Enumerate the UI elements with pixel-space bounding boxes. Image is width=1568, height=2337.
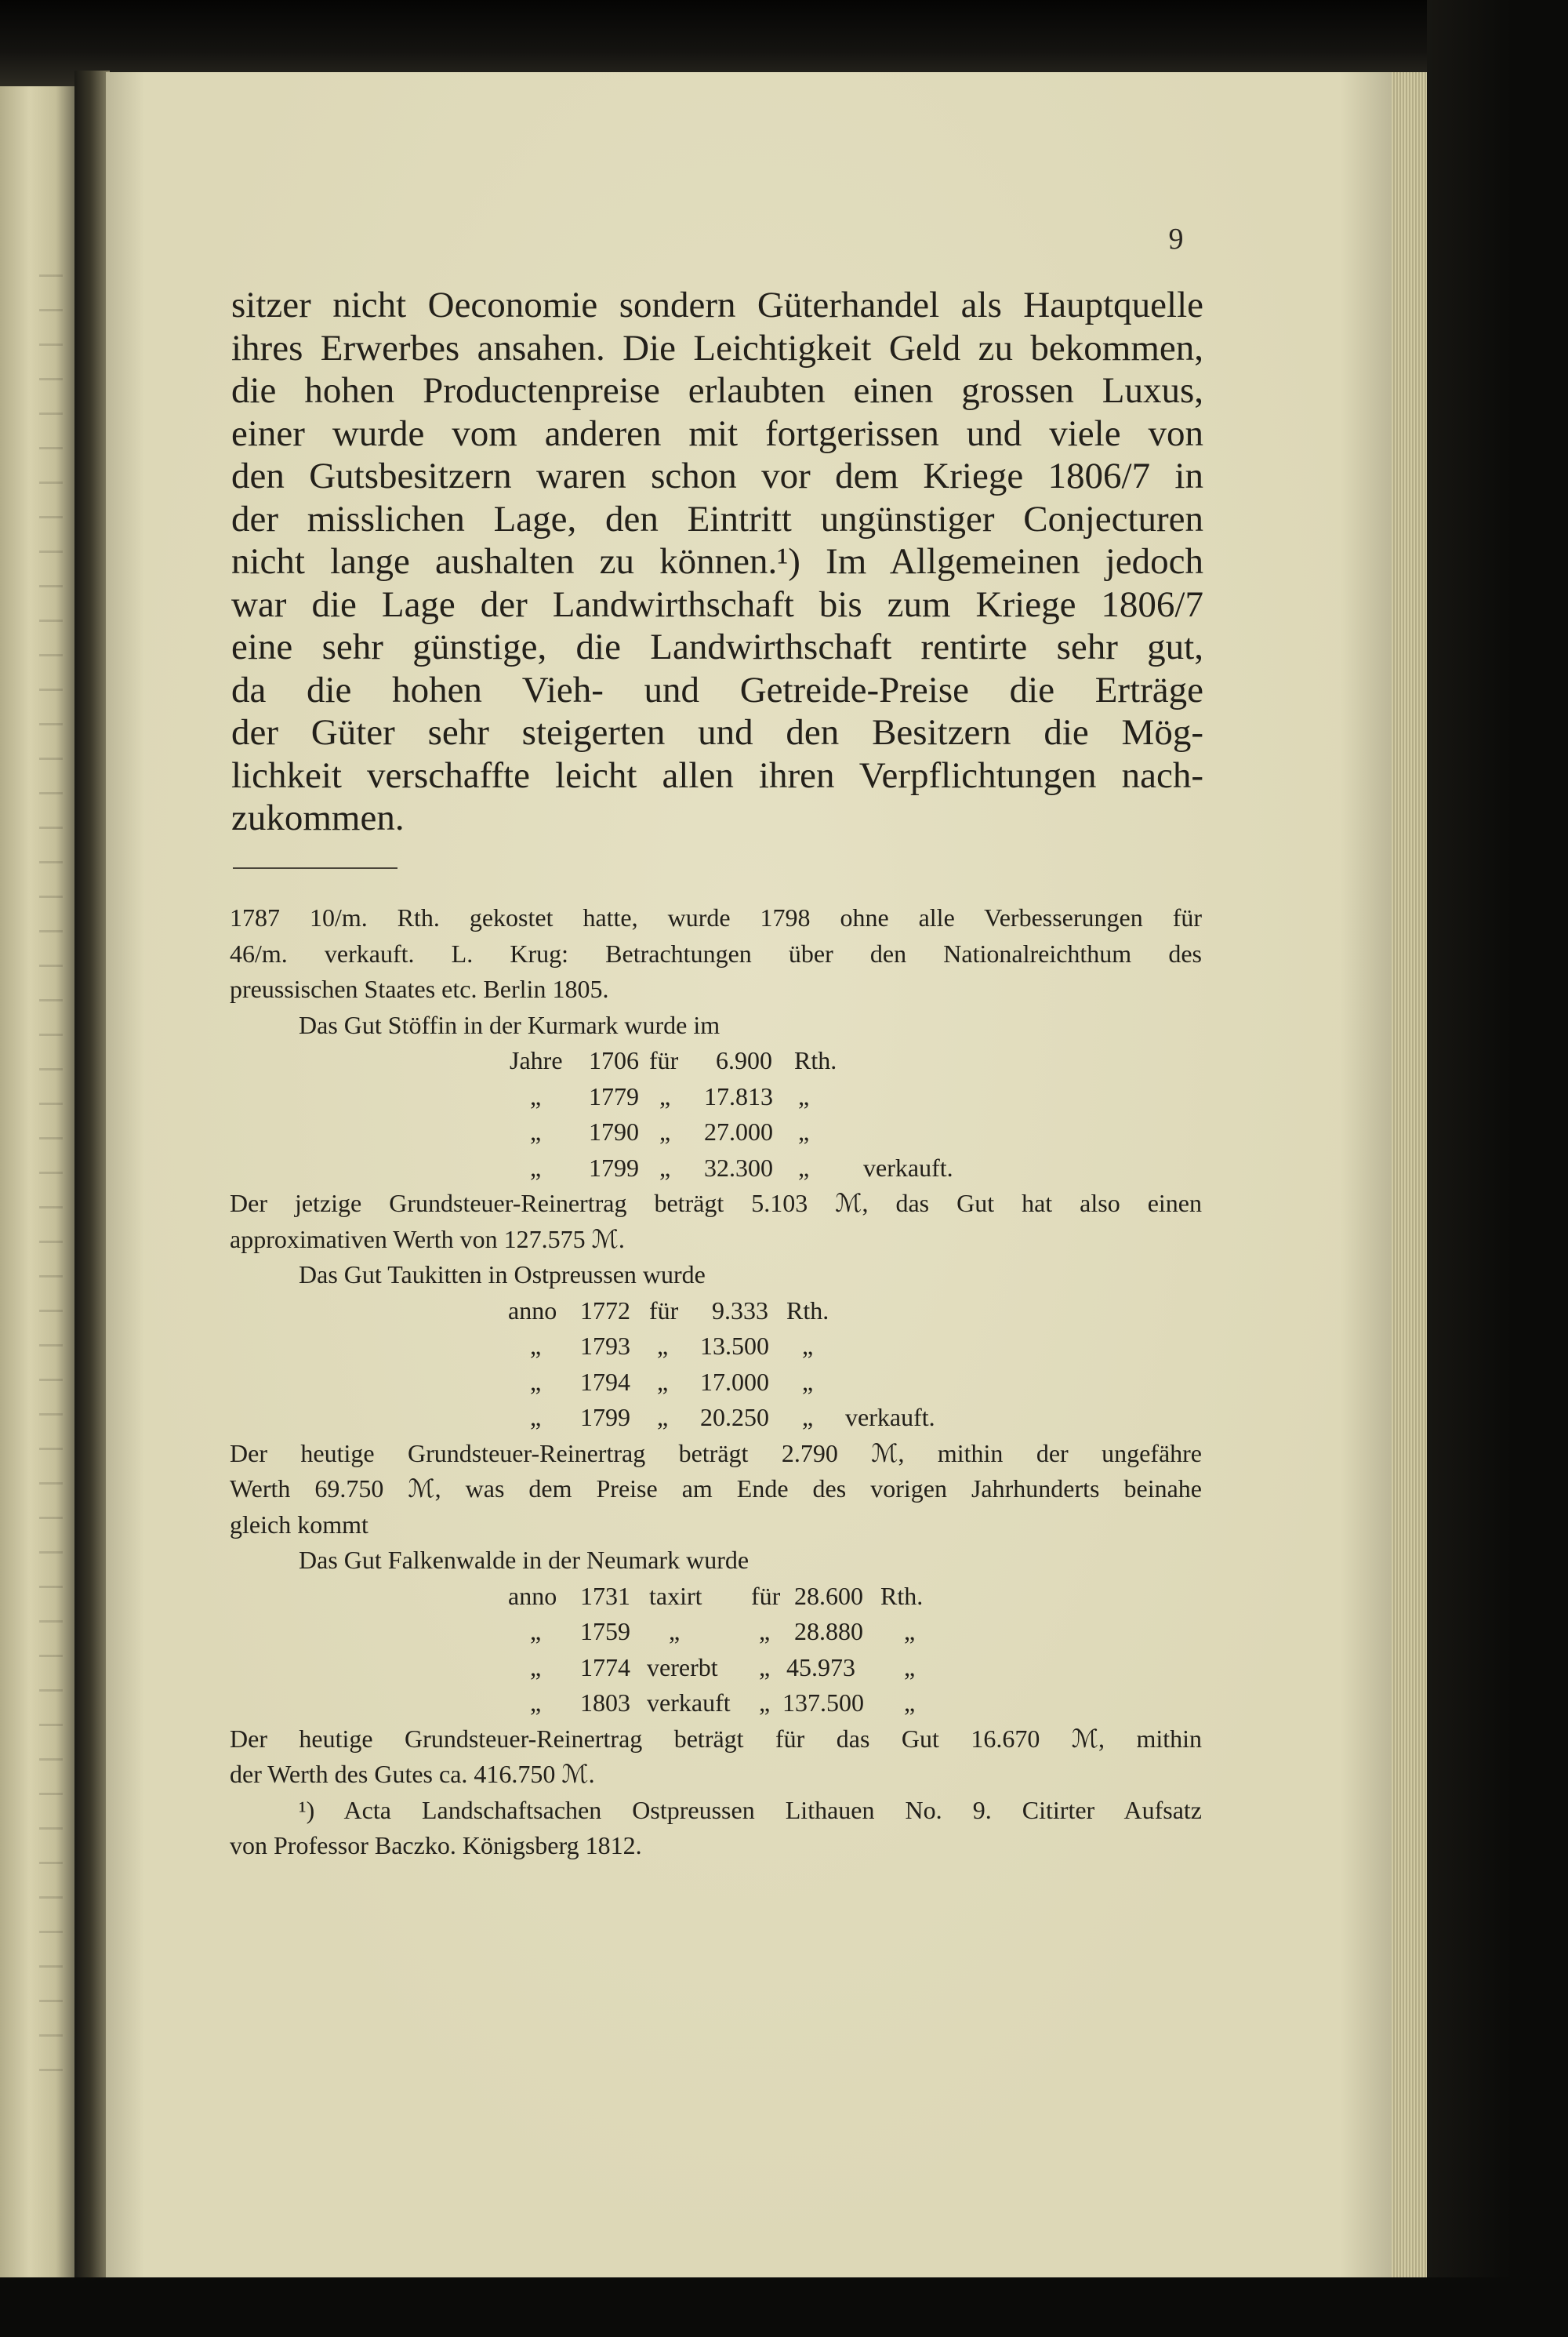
- price-table-row: [230, 1293, 1202, 1329]
- estate-summary-line: Der heutige Grundsteuer-Reinertrag beträgt 2.790 ℳ, mithin der ungefähre: [230, 1438, 1202, 1467]
- row-price: 28.600: [794, 1581, 863, 1610]
- footnote-mark: ¹): [299, 1795, 315, 1824]
- row-prefix: „: [530, 1688, 542, 1717]
- estate-summary-line: gleich kommt: [230, 1510, 368, 1539]
- row-unit: „: [798, 1118, 810, 1146]
- book-gutter: [74, 71, 110, 2282]
- right-background: [1427, 0, 1568, 2337]
- price-table-row: [230, 1114, 1202, 1150]
- row-unit: „: [798, 1153, 810, 1182]
- row-prefix: „: [530, 1617, 542, 1645]
- footnote-continuation-line: 46/m. verkauft. L. Krug: Betrachtungen über den Nationalreichthum des: [230, 939, 1202, 968]
- row-price: 20.250: [700, 1403, 769, 1431]
- row-year: 1706: [589, 1046, 639, 1074]
- row-verb: taxirt: [649, 1581, 702, 1610]
- estate-summary-line: Werth 69.750 ℳ, was dem Preise am Ende des vorigen Jahrhunderts beinahe: [230, 1474, 1202, 1503]
- row-prefix: „: [530, 1153, 542, 1182]
- row-prefix: „: [530, 1367, 542, 1396]
- row-verb: „: [657, 1367, 669, 1396]
- footnote-continuation-line: 1787 10/m. Rth. gekostet hatte, wurde 1798 ohne alle Verbesserungen für: [230, 903, 1202, 932]
- price-table-row: [230, 1365, 1202, 1401]
- page-stack-edge: [1392, 72, 1427, 2277]
- row-verb: „: [659, 1081, 671, 1110]
- row-prefix: „: [530, 1652, 542, 1681]
- row-verb: „: [669, 1617, 681, 1645]
- main-text-line: zukommen.: [231, 798, 405, 838]
- row-price: 17.813: [704, 1081, 773, 1110]
- row-year: 1794: [580, 1367, 630, 1396]
- main-text-line: die hohen Productenpreise erlaubten einen grossen Luxus,: [231, 370, 1203, 411]
- row-year: 1799: [580, 1403, 630, 1431]
- row-price: 28.880: [794, 1617, 863, 1645]
- left-page-edge: [0, 86, 74, 2278]
- row-prefix: „: [530, 1403, 542, 1431]
- footnote-area: [230, 900, 1202, 1864]
- footnote-line: von Professor Baczko. Königsberg 1812.: [230, 1831, 642, 1859]
- main-paragraph: [231, 284, 1203, 840]
- row-prefix: anno: [508, 1581, 557, 1610]
- row-price: 45.973: [786, 1652, 855, 1681]
- main-text-line: lichkeit verschaffte leicht allen ihren Verpflichtungen nach-: [231, 754, 1203, 796]
- row-verb: vererbt: [647, 1652, 718, 1681]
- price-table-row: [230, 1043, 1202, 1079]
- row-unit: „: [904, 1688, 916, 1717]
- row-unit: „: [802, 1403, 814, 1431]
- row-price: 17.000: [700, 1367, 769, 1396]
- estate-intro: Das Gut Taukitten in Ostpreussen wurde: [299, 1260, 706, 1288]
- main-text-line: da die hohen Vieh- und Getreide-Preise die Erträge: [231, 669, 1203, 711]
- main-text-line: einer wurde vom anderen mit fortgerissen und viele von: [231, 413, 1203, 454]
- row-year: 1731: [580, 1581, 630, 1610]
- footnote-divider: [233, 867, 397, 869]
- price-table-row: [230, 1685, 1202, 1721]
- row-prefix: „: [530, 1118, 542, 1146]
- row-year: 1774: [580, 1652, 630, 1681]
- row-price-prefix: „: [759, 1688, 771, 1717]
- row-verb: für: [649, 1296, 679, 1325]
- row-price: 13.500: [700, 1332, 769, 1360]
- price-table-row: [230, 1079, 1202, 1115]
- price-table-row: [230, 1150, 1202, 1187]
- row-unit: „: [798, 1081, 810, 1110]
- estate-summary-line: Der heutige Grundsteuer-Reinertrag beträgt für das Gut 16.670 ℳ, mithin: [230, 1724, 1202, 1753]
- main-text-line: sitzer nicht Oeconomie sondern Güterhandel als Hauptquelle: [231, 285, 1203, 325]
- row-unit: „: [802, 1332, 814, 1360]
- row-price: 137.500: [782, 1688, 864, 1717]
- footnote-continuation-line: preussischen Staates etc. Berlin 1805.: [230, 975, 609, 1003]
- estate-summary-line: Der jetzige Grundsteuer-Reinertrag beträgt 5.103 ℳ, das Gut hat also einen: [230, 1189, 1202, 1217]
- row-price-prefix: für: [751, 1581, 781, 1610]
- row-year: 1759: [580, 1617, 630, 1645]
- estate-summary-line: approximativen Werth von 127.575 ℳ.: [230, 1224, 625, 1253]
- row-unit: „: [802, 1367, 814, 1396]
- row-unit: Rth.: [880, 1581, 924, 1610]
- row-price-prefix: „: [759, 1652, 771, 1681]
- bottom-background: [0, 2277, 1568, 2337]
- main-text-line: den Gutsbesitzern waren schon vor dem Kriege 1806/7 in: [231, 456, 1203, 496]
- row-verb: für: [649, 1046, 679, 1074]
- row-year: 1790: [589, 1118, 639, 1146]
- main-text-line: der misslichen Lage, den Eintritt ungünstiger Conjecturen: [231, 498, 1203, 540]
- price-table-row: [230, 1614, 1202, 1650]
- main-text-line: eine sehr günstige, die Landwirthschaft rentirte sehr gut,: [231, 627, 1203, 667]
- bleed-through-text: [39, 274, 63, 2078]
- main-text-line: nicht lange aushalten zu können.¹) Im Allgemeinen jedoch: [231, 541, 1203, 582]
- row-verb: „: [659, 1153, 671, 1182]
- row-verb: verkauft: [647, 1688, 731, 1717]
- row-prefix: anno: [508, 1296, 557, 1325]
- price-table-row: [230, 1400, 1202, 1436]
- main-text-line: war die Lage der Landwirthschaft bis zum Kriege 1806/7: [231, 583, 1203, 625]
- row-price: 32.300: [704, 1153, 773, 1182]
- row-prefix: „: [530, 1332, 542, 1360]
- row-unit: Rth.: [786, 1296, 829, 1325]
- row-year: 1772: [580, 1296, 630, 1325]
- row-verb: „: [657, 1332, 669, 1360]
- estate-intro: Das Gut Falkenwalde in der Neumark wurde: [299, 1546, 750, 1574]
- row-price: 6.900: [716, 1046, 772, 1074]
- main-text-line: ihres Erwerbes ansahen. Die Leichtigkeit Geld zu bekommen,: [231, 327, 1203, 369]
- row-verb: „: [657, 1403, 669, 1431]
- row-year: 1779: [589, 1081, 639, 1110]
- price-table-row: [230, 1328, 1202, 1365]
- row-prefix: Jahre: [510, 1046, 563, 1074]
- estate-summary-line: der Werth des Gutes ca. 416.750 ℳ.: [230, 1760, 595, 1788]
- row-year: 1793: [580, 1332, 630, 1360]
- row-year: 1799: [589, 1153, 639, 1182]
- page-number: 9: [1168, 223, 1184, 256]
- footnote-line: [230, 1793, 1202, 1829]
- row-price-prefix: „: [759, 1617, 771, 1645]
- row-prefix: „: [530, 1081, 542, 1110]
- row-year: 1803: [580, 1688, 630, 1717]
- main-text-line: der Güter sehr steigerten und den Besitzern die Mög-: [231, 712, 1203, 753]
- row-price: 9.333: [712, 1296, 768, 1325]
- row-price: 27.000: [704, 1118, 773, 1146]
- row-note: verkauft.: [863, 1153, 953, 1182]
- price-table-row: [230, 1579, 1202, 1615]
- row-unit: „: [904, 1652, 916, 1681]
- row-note: verkauft.: [845, 1403, 935, 1431]
- row-unit: „: [904, 1617, 916, 1645]
- row-verb: „: [659, 1118, 671, 1146]
- estate-intro: Das Gut Stöffin in der Kurmark wurde im: [299, 1010, 720, 1039]
- price-table-row: [230, 1650, 1202, 1686]
- footnote-text: Acta Landschaftsachen Ostpreussen Lithauen No. 9. Citirter Aufsatz: [343, 1795, 1203, 1824]
- row-unit: Rth.: [794, 1046, 837, 1074]
